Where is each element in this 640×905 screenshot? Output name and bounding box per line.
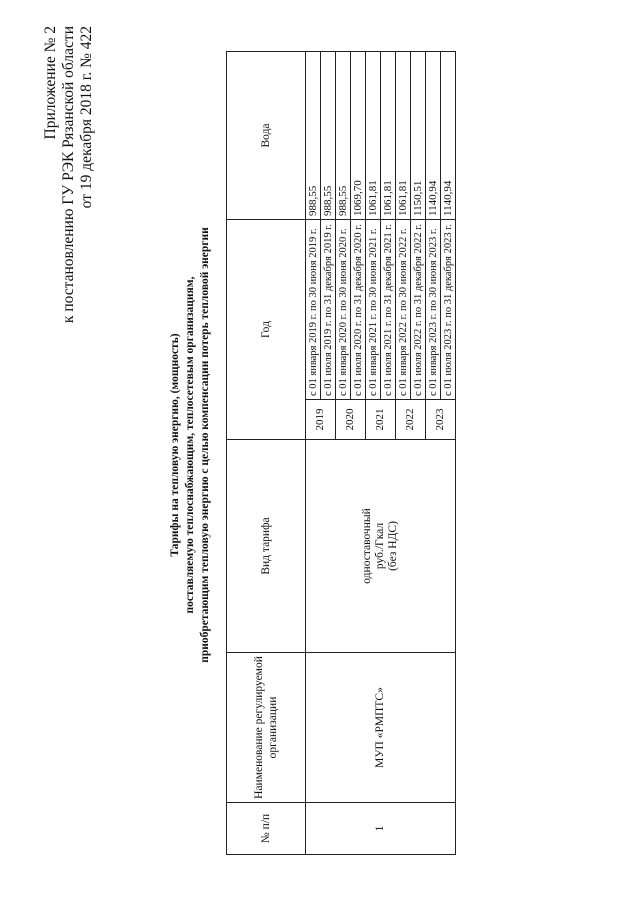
cell-year: 2020 (336, 400, 366, 440)
cell-value: 988,55 (306, 51, 321, 219)
cell-value: 1069,70 (351, 51, 366, 219)
cell-value: 1061,81 (381, 51, 396, 219)
cell-year: 2021 (366, 400, 396, 440)
cell-organization: МУП «РМПТС» (306, 653, 456, 803)
appendix-header (42, 26, 96, 323)
cell-value: 1150,51 (411, 51, 426, 219)
cell-period: с 01 января 2022 г. по 30 июня 2022 г. (396, 219, 411, 399)
cell-value: 1061,81 (366, 51, 381, 219)
cell-row-number: 1 (306, 803, 456, 855)
table-row (306, 51, 321, 854)
title-line-1: Тарифы на тепловую энергию, (мощность) (169, 333, 181, 557)
cell-period: с 01 января 2023 г. по 30 июня 2023 г. (426, 219, 441, 399)
title-line-3: приобретающим тепловую энергию с целью компенсации потерь тепловой энергии (199, 227, 211, 663)
cell-value: 1140,94 (426, 51, 441, 219)
document-title (168, 145, 213, 745)
header-tariff-type: Вид тарифа (227, 440, 306, 653)
cell-period: с 01 июля 2022 г. по 31 декабря 2022 г. (411, 219, 426, 399)
cell-value: 1061,81 (396, 51, 411, 219)
cell-year: 2019 (306, 400, 336, 440)
cell-year: 2022 (396, 400, 426, 440)
title-line-2: поставляемую теплоснабжающим, теплосетевым организациям, (184, 276, 196, 614)
cell-period: с 01 января 2020 г. по 30 июня 2020 г. (336, 219, 351, 399)
tariff-table (226, 51, 456, 855)
appendix-number: Приложение № 2 (42, 26, 59, 140)
cell-period: с 01 января 2021 г. по 30 июня 2021 г. (366, 219, 381, 399)
header-year: Год (227, 219, 306, 439)
cell-period: с 01 июля 2023 г. по 31 декабря 2023 г. (441, 219, 456, 399)
table-header-row (227, 51, 306, 854)
cell-period: с 01 января 2019 г. по 30 июня 2019 г. (306, 219, 321, 399)
tariff-type-unit: руб./Гкал (374, 522, 386, 570)
header-organization: Наименование регулируемой организации (227, 653, 306, 803)
tariff-type-name: одноставочный (361, 508, 373, 584)
cell-period: с 01 июля 2019 г. по 31 декабря 2019 г. (321, 219, 336, 399)
cell-period: с 01 июля 2021 г. по 31 декабря 2021 г. (381, 219, 396, 399)
cell-value: 988,55 (321, 51, 336, 219)
appendix-date: от 19 декабря 2018 г. № 422 (78, 26, 95, 209)
tariff-type-vat: (без НДС) (387, 521, 399, 571)
cell-year: 2023 (426, 400, 456, 440)
cell-value: 988,55 (336, 51, 351, 219)
cell-value: 1140,94 (441, 51, 456, 219)
header-num: № п/п (227, 803, 306, 855)
cell-period: с 01 июля 2020 г. по 31 декабря 2020 г. (351, 219, 366, 399)
cell-tariff-type (306, 440, 456, 653)
appendix-reference: к постановлению ГУ РЭК Рязанской области (60, 26, 77, 324)
header-water: Вода (227, 51, 306, 219)
